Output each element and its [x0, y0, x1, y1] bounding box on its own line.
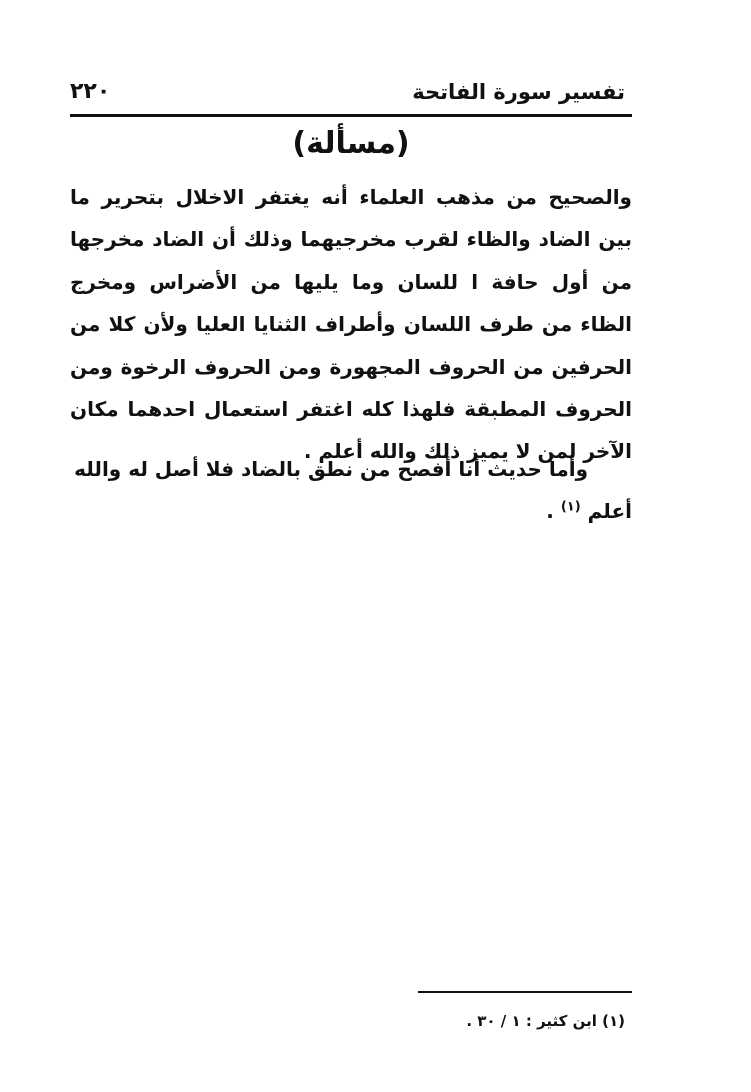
body-paragraph: [70, 176, 632, 473]
body-paragraph-2: [70, 448, 632, 532]
running-title: تفسير سورة الفاتحة: [412, 80, 625, 104]
footnote-reference[interactable]: (١): [560, 499, 581, 515]
header-rule: [70, 114, 632, 117]
paragraph-2-end: .: [546, 499, 554, 523]
paragraph-1-text: والصحيح من مذهب العلماء أنه يغتفر الاخلال بتحرير ما بين الضاد والظاء لقرب مخرجيهما وذلك أن الضاد مخرجها من أول حافة ا للسان وما يليها من الأضراس ومخرج الظاء من طرف اللسان وأطراف الثنايا العليا ولأن كلا من الحرفين من الحروف المجهورة ومن الحروف الرخوة ومن الحروف المطبقة فلهذا كله اغتفر استعمال احدهما مكان الآخر لمن لا يميز ذلك والله أعلم .: [70, 185, 632, 464]
footnote-separator: [418, 991, 632, 993]
section-heading: (مسألة): [292, 126, 410, 161]
footnote-1: (١) ابن كثير : ١ / ٣٠ .: [466, 1012, 625, 1030]
paragraph-2-text: وأما حديث أنا أفصح من نطق بالضاد فلا أصل له والله أعلم: [74, 457, 632, 523]
page-number: ٢٢٠: [70, 79, 111, 104]
